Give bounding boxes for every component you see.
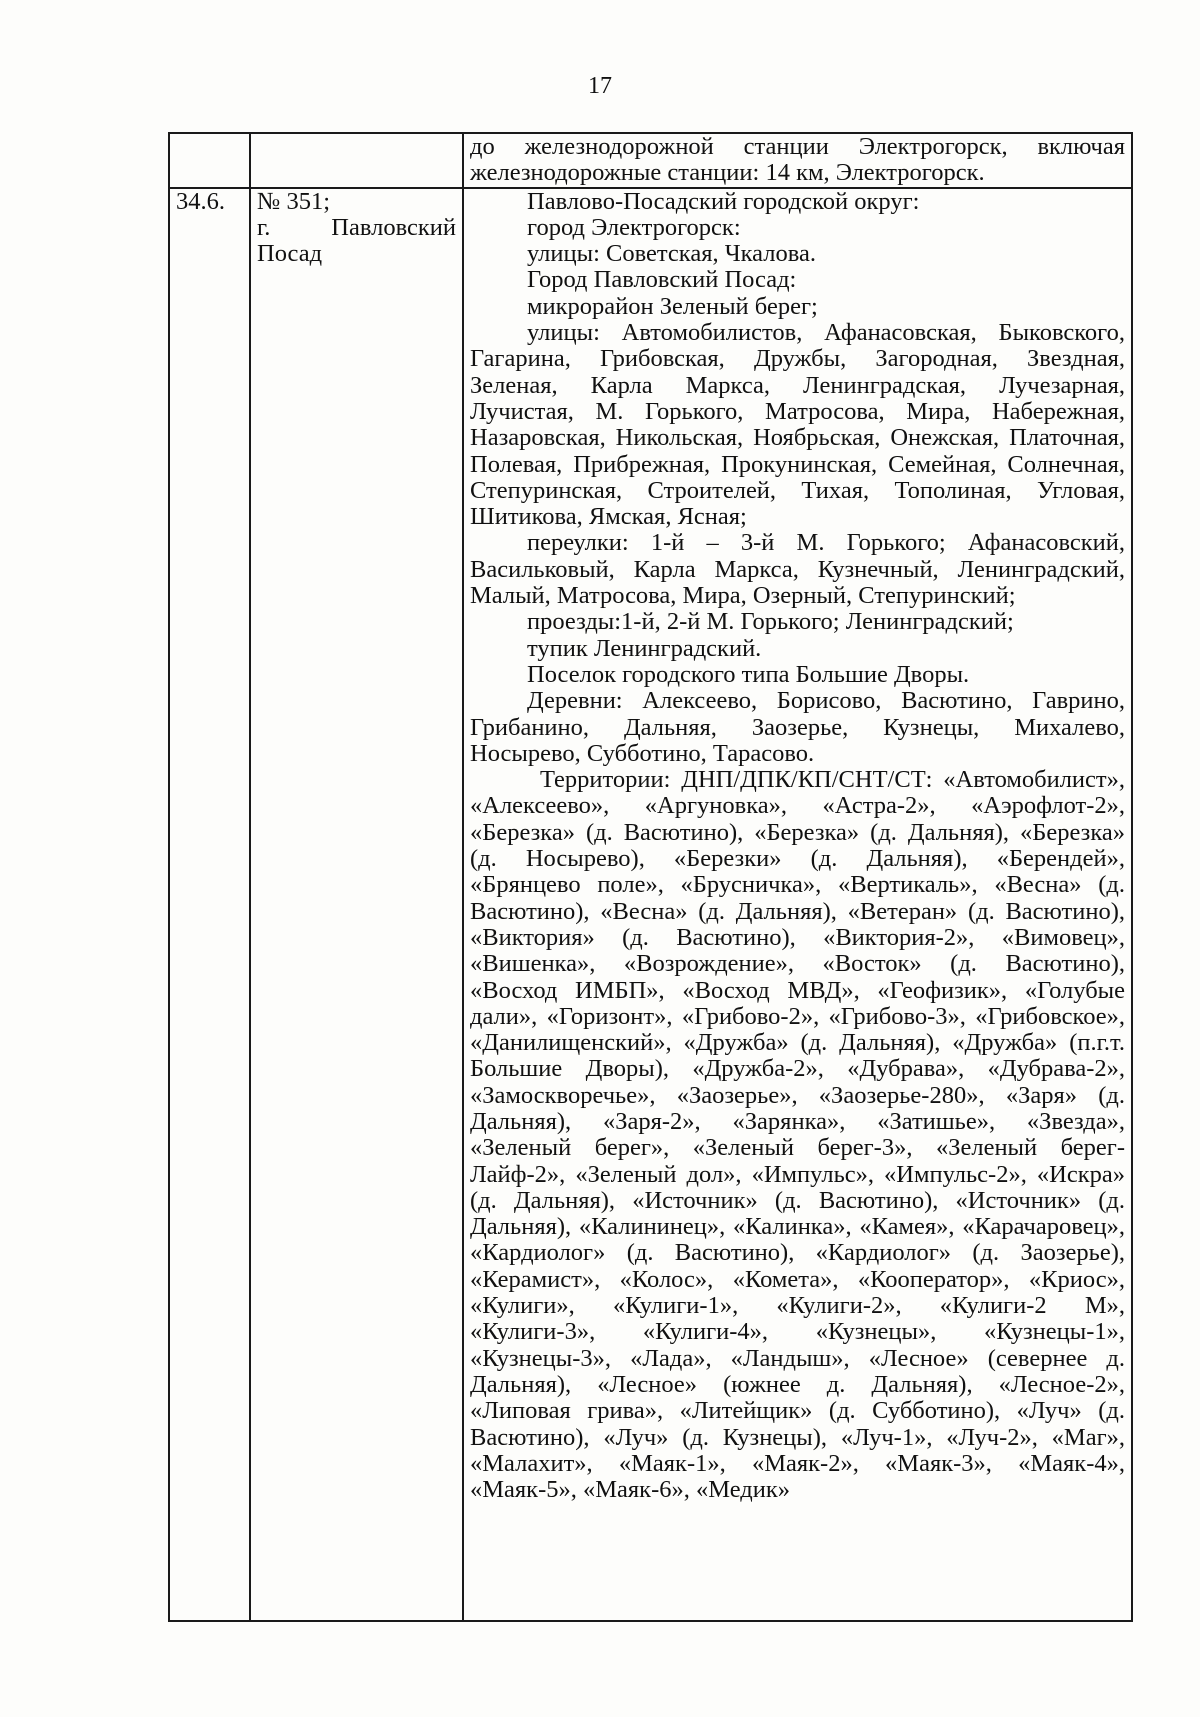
microdistrict: микрорайон Зеленый берег; [527, 292, 818, 320]
table-row [169, 133, 1132, 188]
city-heading: город Электрогорск: [527, 213, 741, 241]
page-number: 17 [588, 73, 612, 99]
passages-list: проезды:1-й, 2-й М. Горького; Ленинградский; [527, 608, 1014, 636]
streets-list: улицы: Автомобилистов, Афанасовская, Быковского, Гагарина, Грибовская, Дружбы, Загородная, Звездная, Зеленая, Карла Маркса, Ленинградская, Лучезарная, Лучистая, М. Горького, Матросова, Мира, Набережная, Назаровская, Никольская, Ноябрьская, Онежская, Платочная, Полевая, Прибрежная, Прокунинская, Семейная, Солнечная, Степуринская, Строителей, Тихая, Тополиная, Угловая, Шитикова, Ямская, Ясная; [470, 319, 1125, 531]
cell-description [463, 133, 1132, 188]
table-row [169, 188, 1132, 1621]
cell-index [169, 133, 250, 188]
area-place-line [257, 215, 456, 241]
area-place-prefix: г. [257, 213, 271, 241]
area-number: № 351; [257, 187, 331, 215]
lanes-list: переулки: 1-й – 3-й М. Горького; Афанасовский, Васильковый, Карла Маркса, Кузнечный, Ленинградский, Малый, Матросова, Мира, Озерный, Степуринский; [470, 529, 1125, 610]
cell-area [250, 133, 463, 188]
cell-area [250, 188, 463, 1621]
area-place-word: Павловский [331, 213, 456, 241]
deadend-list: тупик Ленинградский. [527, 634, 762, 662]
territories-list: Территории: ДНП/ДПК/КП/СНТ/СТ: «Автомобилист», «Алексеево», «Аргуновка», «Астра-2», «Аэрофлот-2», «Березка» (д. Васютино), «Березка» (д. Дальняя), «Березка» (д. Носырево), «Березки» (д. Дальняя), «Берендей», «Брянцево поле», «Брусничка», «Вертикаль», «Весна» (д. Васютино), «Весна» (д. Дальняя), «Ветеран» (д. Васютино), «Виктория» (д. Васютино), «Виктория-2», «Вимовец», «Вишенка», «Возрождение», «Восток» (д. Васютино), «Восход ИМБП», «Восход МВД», «Геофизик», «Голубые дали», «Горизонт», «Грибово-2», «Грибово-3», «Грибовское», «Данилищенский», «Дружба» (д. Дальняя), «Дружба» (п.г.т. Большие Дворы), «Дружба-2», «Дубрава», «Дубрава-2», «Замоскворечье», «Заозерье», «Заозерье-280», «Заря» (д. Дальняя), «Заря-2», «Зарянка», «Затишье», «Звезда», «Зеленый берег», «Зеленый берег-3», «Зеленый берег-Лайф-2», «Зеленый дол», «Импульс», «Импульс-2», «Искра» (д. Дальняя), «Источник» (д. Васютино), «Источник» (д. Дальняя), «Калининец», «Калинка», «Камея», «Карачаровец», «Кардиолог» (д. Васютино), «Кардиолог» (д. Заозерье), «Керамист», «Колос», «Комета», «Кооператор», «Криос», «Кулиги», «Кулиги-1», «Кулиги-2», «Кулиги-2 М», «Кулиги-3», «Кулиги-4», «Кузнецы», «Кузнецы-1», «Кузнецы-3», «Лада», «Ландыш», «Лесное» (севернее д. Дальняя), «Лесное» (южнее д. Дальняя), «Лесное-2», «Липовая грива», «Литейщик» (д. Субботино), «Луч» (д. Васютино), «Луч» (д. Кузнецы), «Луч-1», «Луч-2», «Маг», «Малахит», «Маяк-1», «Маяк-2», «Маяк-3», «Маяк-4», «Маяк-5», «Маяк-6», «Медик» [470, 766, 1125, 1504]
villages-list: Деревни: Алексеево, Борисово, Васютино, Гаврино, Грибанино, Дальняя, Заозерье, Кузнецы, Михалево, Носырево, Субботино, Тарасово. [470, 687, 1125, 767]
area-place-rest: Посад [257, 240, 323, 268]
city-streets: улицы: Советская, Чкалова. [527, 240, 816, 268]
cell-index [169, 188, 250, 1621]
settlement: Поселок городского типа Большие Дворы. [527, 660, 970, 688]
district-heading: Павлово-Посадский городской округ: [527, 187, 920, 215]
continued-text: до железнодорожной станции Электрогорск, включая железнодорожные станции: 14 км, Электрогорск. [470, 133, 1125, 187]
item-number: 34.6. [176, 187, 225, 215]
cell-description [463, 188, 1132, 1621]
city-heading: Город Павловский Посад: [527, 266, 797, 294]
document-table [168, 132, 1133, 1622]
